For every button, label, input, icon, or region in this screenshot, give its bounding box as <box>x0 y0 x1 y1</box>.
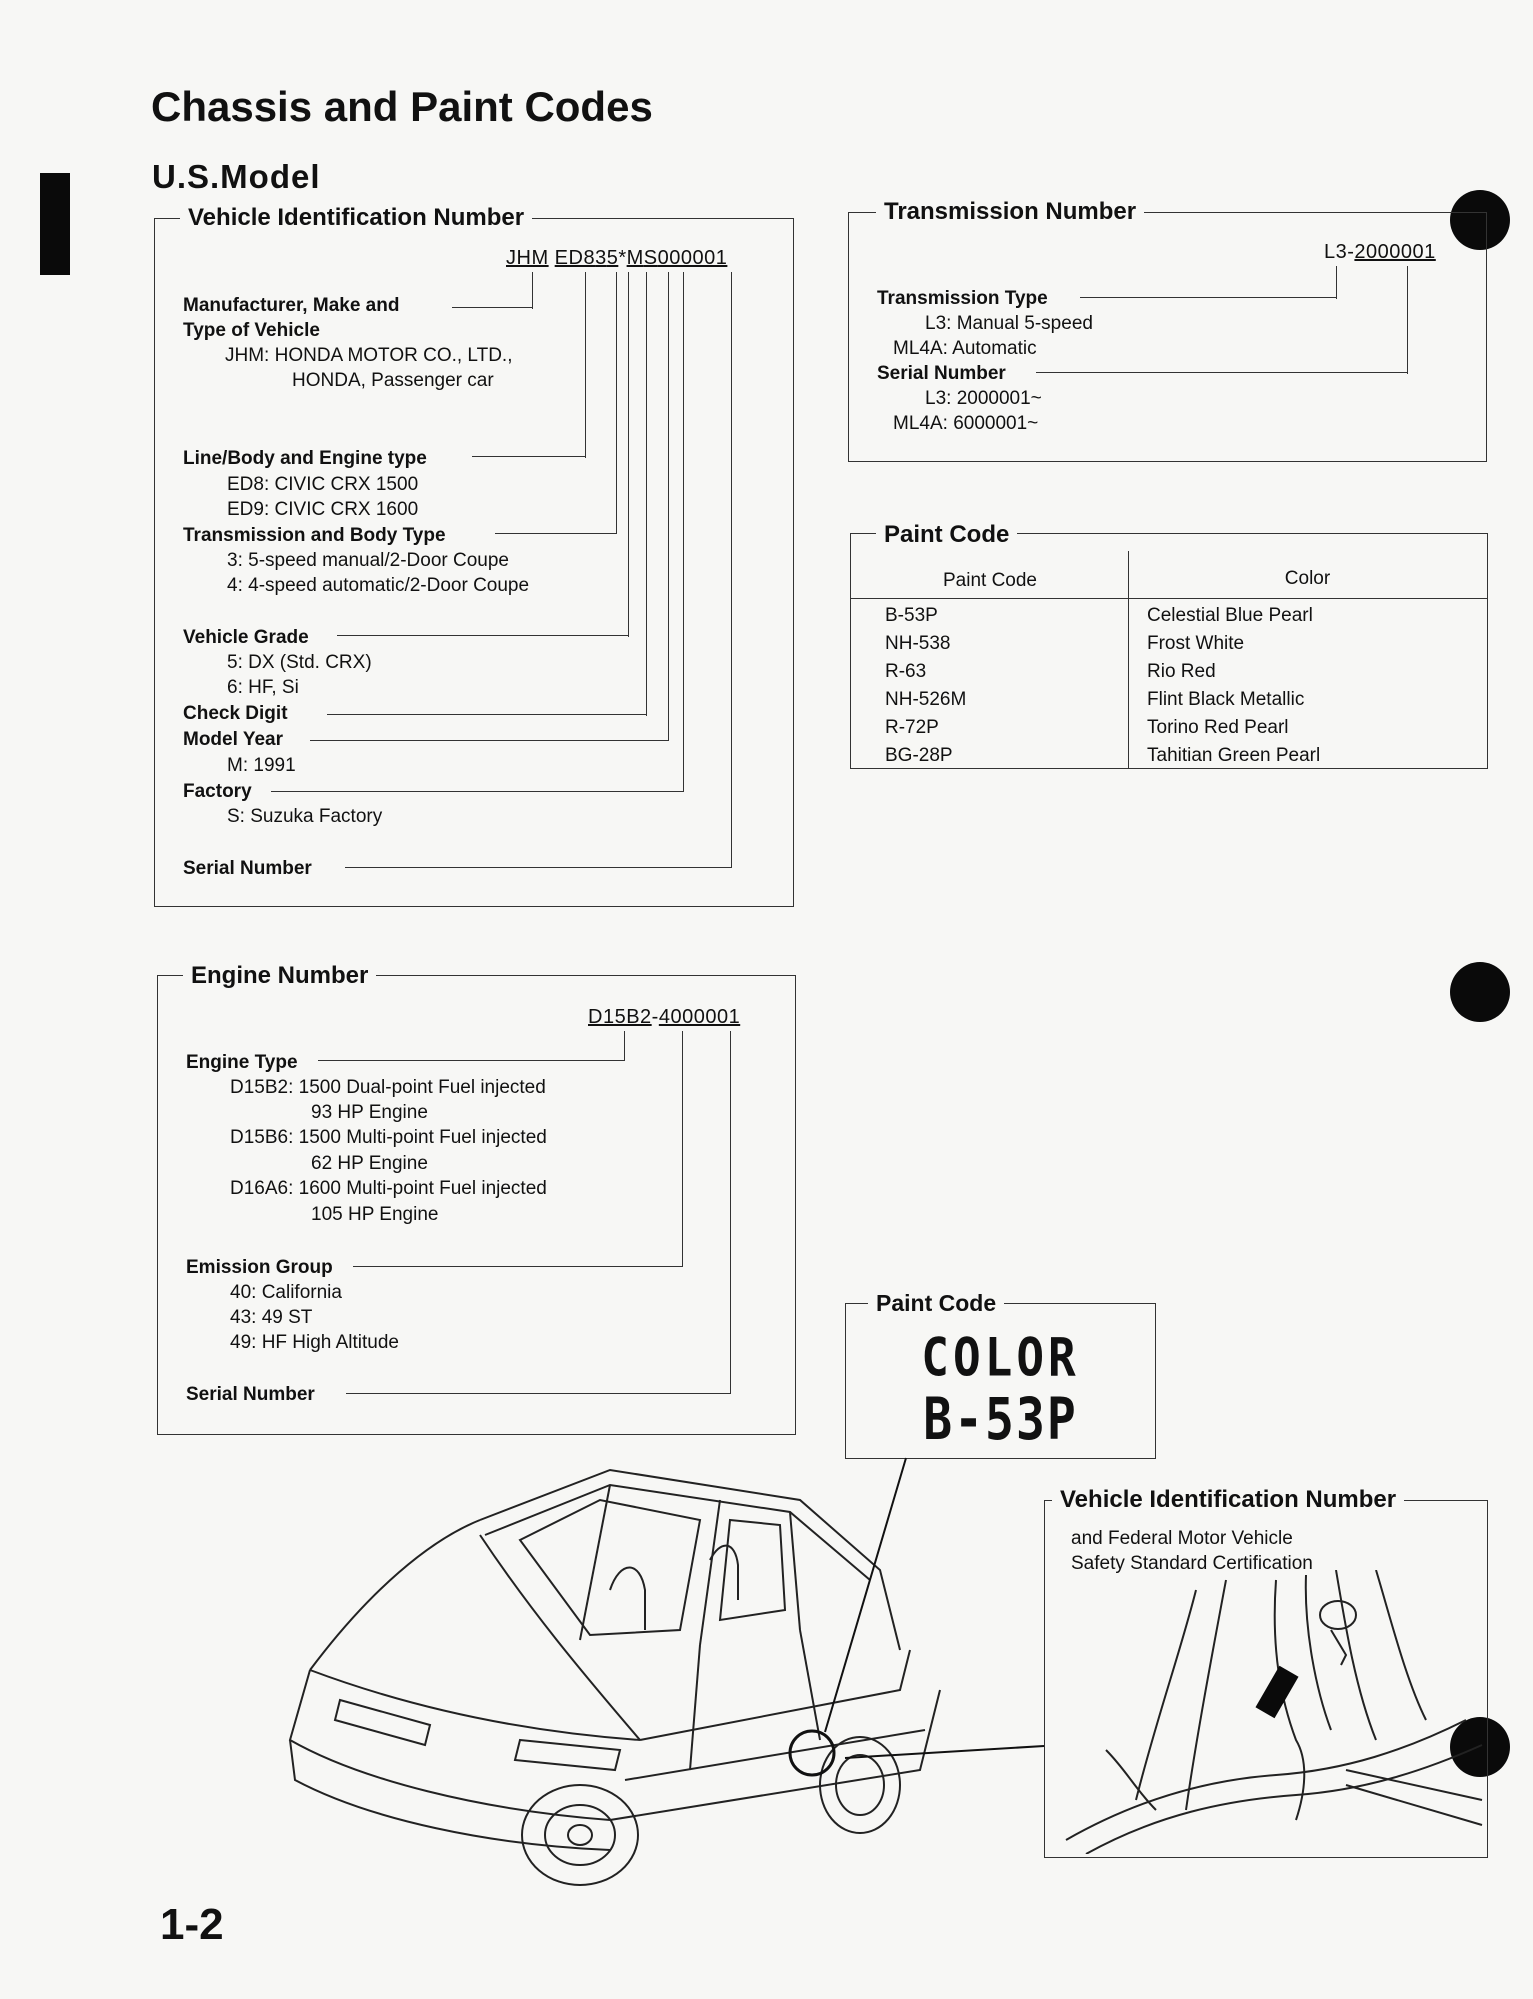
paint-color-cell: Torino Red Pearl <box>1147 717 1289 738</box>
trans-serial-value-2: ML4A: 6000001~ <box>893 413 1039 434</box>
engine-type-label: Engine Type <box>186 1052 298 1073</box>
vin-plate-sticker <box>1255 1666 1298 1719</box>
table-row <box>851 714 1487 742</box>
engine-leader-h1 <box>318 1060 625 1061</box>
vin-code: JHM ED835*MS000001 <box>506 247 728 269</box>
paint-color-cell: Tahitian Green Pearl <box>1147 745 1321 766</box>
vin-leader-v6 <box>668 272 669 741</box>
paint-table-header-rule <box>851 598 1487 599</box>
vin-factory-label: Factory <box>183 781 252 802</box>
paint-color-cell: Flint Black Metallic <box>1147 689 1305 710</box>
vin-leader-h1 <box>452 307 533 308</box>
car-illustration <box>280 1440 1060 1890</box>
section-tab-marker <box>40 173 70 275</box>
paint-table-body <box>851 602 1487 770</box>
engine-type-value-2: 93 HP Engine <box>311 1102 428 1123</box>
vin-line-value-1: ED8: CIVIC CRX 1500 <box>227 474 419 495</box>
vin-check-label: Check Digit <box>183 703 288 724</box>
vin-line-value-2: ED9: CIVIC CRX 1600 <box>227 499 419 520</box>
paint-label-line1: COLOR <box>921 1325 1080 1389</box>
engine-leader-h3 <box>346 1393 731 1394</box>
vin-year-label: Model Year <box>183 729 283 750</box>
engine-leader-v1 <box>624 1031 625 1061</box>
trans-leader-h1 <box>1080 297 1337 298</box>
vin-leader-h3 <box>495 533 617 534</box>
door-jamb-illustration <box>1046 1570 1484 1854</box>
paint-code-cell: NH-526M <box>885 689 967 710</box>
vin-plate-title: Vehicle Identification Number <box>1052 1486 1404 1514</box>
table-row <box>851 602 1487 630</box>
callout-circle <box>790 1731 834 1775</box>
trans-type-value-1: L3: Manual 5-speed <box>925 313 1093 334</box>
vin-year-value: M: 1991 <box>227 755 296 776</box>
paint-color-cell: Rio Red <box>1147 661 1216 682</box>
page-subtitle: U.S.Model <box>152 158 321 195</box>
paint-table-header-code: Paint Code <box>942 570 1037 591</box>
vin-plate-desc-2: Safety Standard Certification <box>1071 1553 1313 1574</box>
vin-serial-label: Serial Number <box>183 858 312 879</box>
trans-leader-v2 <box>1407 266 1408 374</box>
vin-line-label: Line/Body and Engine type <box>183 448 427 469</box>
vin-leader-v2 <box>585 272 586 458</box>
vin-grade-label: Vehicle Grade <box>183 627 309 648</box>
paint-label-line2: B-53P <box>923 1386 1078 1454</box>
engine-code: D15B2-4000001 <box>588 1006 741 1028</box>
engine-emission-value-1: 40: California <box>230 1282 342 1303</box>
vin-trans-value-2: 4: 4-speed automatic/2-Door Coupe <box>227 575 530 596</box>
paint-code-cell: NH-538 <box>885 633 951 654</box>
vin-leader-h2 <box>472 456 586 457</box>
engine-type-value-1: D15B2: 1500 Dual-point Fuel injected <box>230 1077 546 1098</box>
page-number: 1-2 <box>160 1900 224 1949</box>
vin-leader-h5 <box>327 714 647 715</box>
vin-leader-h7 <box>271 791 684 792</box>
vin-leader-h4 <box>337 635 629 636</box>
table-row <box>851 686 1487 714</box>
vin-leader-h6 <box>310 740 669 741</box>
vin-leader-v7 <box>683 272 684 792</box>
transmission-box-title: Transmission Number <box>876 198 1144 226</box>
engine-type-value-4: 62 HP Engine <box>311 1153 428 1174</box>
trans-leader-h2 <box>1036 372 1408 373</box>
paint-code-cell: BG-28P <box>885 745 953 766</box>
table-row <box>851 742 1487 770</box>
engine-serial-label: Serial Number <box>186 1384 315 1405</box>
trans-serial-label: Serial Number <box>877 363 1006 384</box>
vin-leader-v3 <box>616 272 617 534</box>
engine-leader-v3 <box>730 1031 731 1394</box>
trans-serial-value-1: L3: 2000001~ <box>925 388 1042 409</box>
paint-color-cell: Celestial Blue Pearl <box>1147 605 1313 626</box>
trans-type-value-2: ML4A: Automatic <box>893 338 1037 359</box>
vin-leader-v4 <box>628 272 629 637</box>
paint-table-header-color: Color <box>1284 568 1331 589</box>
page-title: Chassis and Paint Codes <box>151 83 653 130</box>
engine-type-value-5: D16A6: 1600 Multi-point Fuel injected <box>230 1178 547 1199</box>
vin-grade-value-1: 5: DX (Std. CRX) <box>227 652 372 673</box>
vin-trans-value-1: 3: 5-speed manual/2-Door Coupe <box>227 550 510 571</box>
vin-manufacturer-label-1: Manufacturer, Make and <box>183 295 400 316</box>
engine-leader-h2 <box>353 1266 683 1267</box>
trans-type-label: Transmission Type <box>877 288 1048 309</box>
engine-emission-label: Emission Group <box>186 1257 333 1278</box>
engine-leader-v2 <box>682 1031 683 1267</box>
vin-factory-value: S: Suzuka Factory <box>227 806 383 827</box>
vin-trans-label: Transmission and Body Type <box>183 525 446 546</box>
vin-leader-v1 <box>532 272 533 309</box>
engine-box <box>157 975 796 1435</box>
transmission-code: L3-2000001 <box>1324 241 1436 263</box>
paint-table-title: Paint Code <box>876 521 1017 549</box>
vin-box-title: Vehicle Identification Number <box>180 204 532 232</box>
trans-leader-v1 <box>1336 266 1337 299</box>
engine-type-value-6: 105 HP Engine <box>311 1204 439 1225</box>
vin-grade-value-2: 6: HF, Si <box>227 677 299 698</box>
vin-manufacturer-label-2: Type of Vehicle <box>183 320 320 341</box>
binder-hole-2 <box>1450 962 1510 1022</box>
paint-label-title: Paint Code <box>868 1290 1004 1317</box>
vin-manufacturer-value-2: HONDA, Passenger car <box>292 370 494 391</box>
engine-type-value-3: D15B6: 1500 Multi-point Fuel injected <box>230 1127 547 1148</box>
engine-emission-value-3: 49: HF High Altitude <box>230 1332 399 1353</box>
engine-emission-value-2: 43: 49 ST <box>230 1307 313 1328</box>
paint-code-cell: R-72P <box>885 717 939 738</box>
paint-code-cell: R-63 <box>885 661 927 682</box>
vin-leader-v8 <box>731 272 732 868</box>
vin-leader-h8 <box>345 867 732 868</box>
paint-color-cell: Frost White <box>1147 633 1245 654</box>
vin-plate-desc-1: and Federal Motor Vehicle <box>1071 1528 1293 1549</box>
vin-leader-v5 <box>646 272 647 716</box>
engine-box-title: Engine Number <box>183 962 376 990</box>
table-row <box>851 630 1487 658</box>
vin-manufacturer-value-1: JHM: HONDA MOTOR CO., LTD., <box>225 345 513 366</box>
table-row <box>851 658 1487 686</box>
paint-code-cell: B-53P <box>885 605 938 626</box>
